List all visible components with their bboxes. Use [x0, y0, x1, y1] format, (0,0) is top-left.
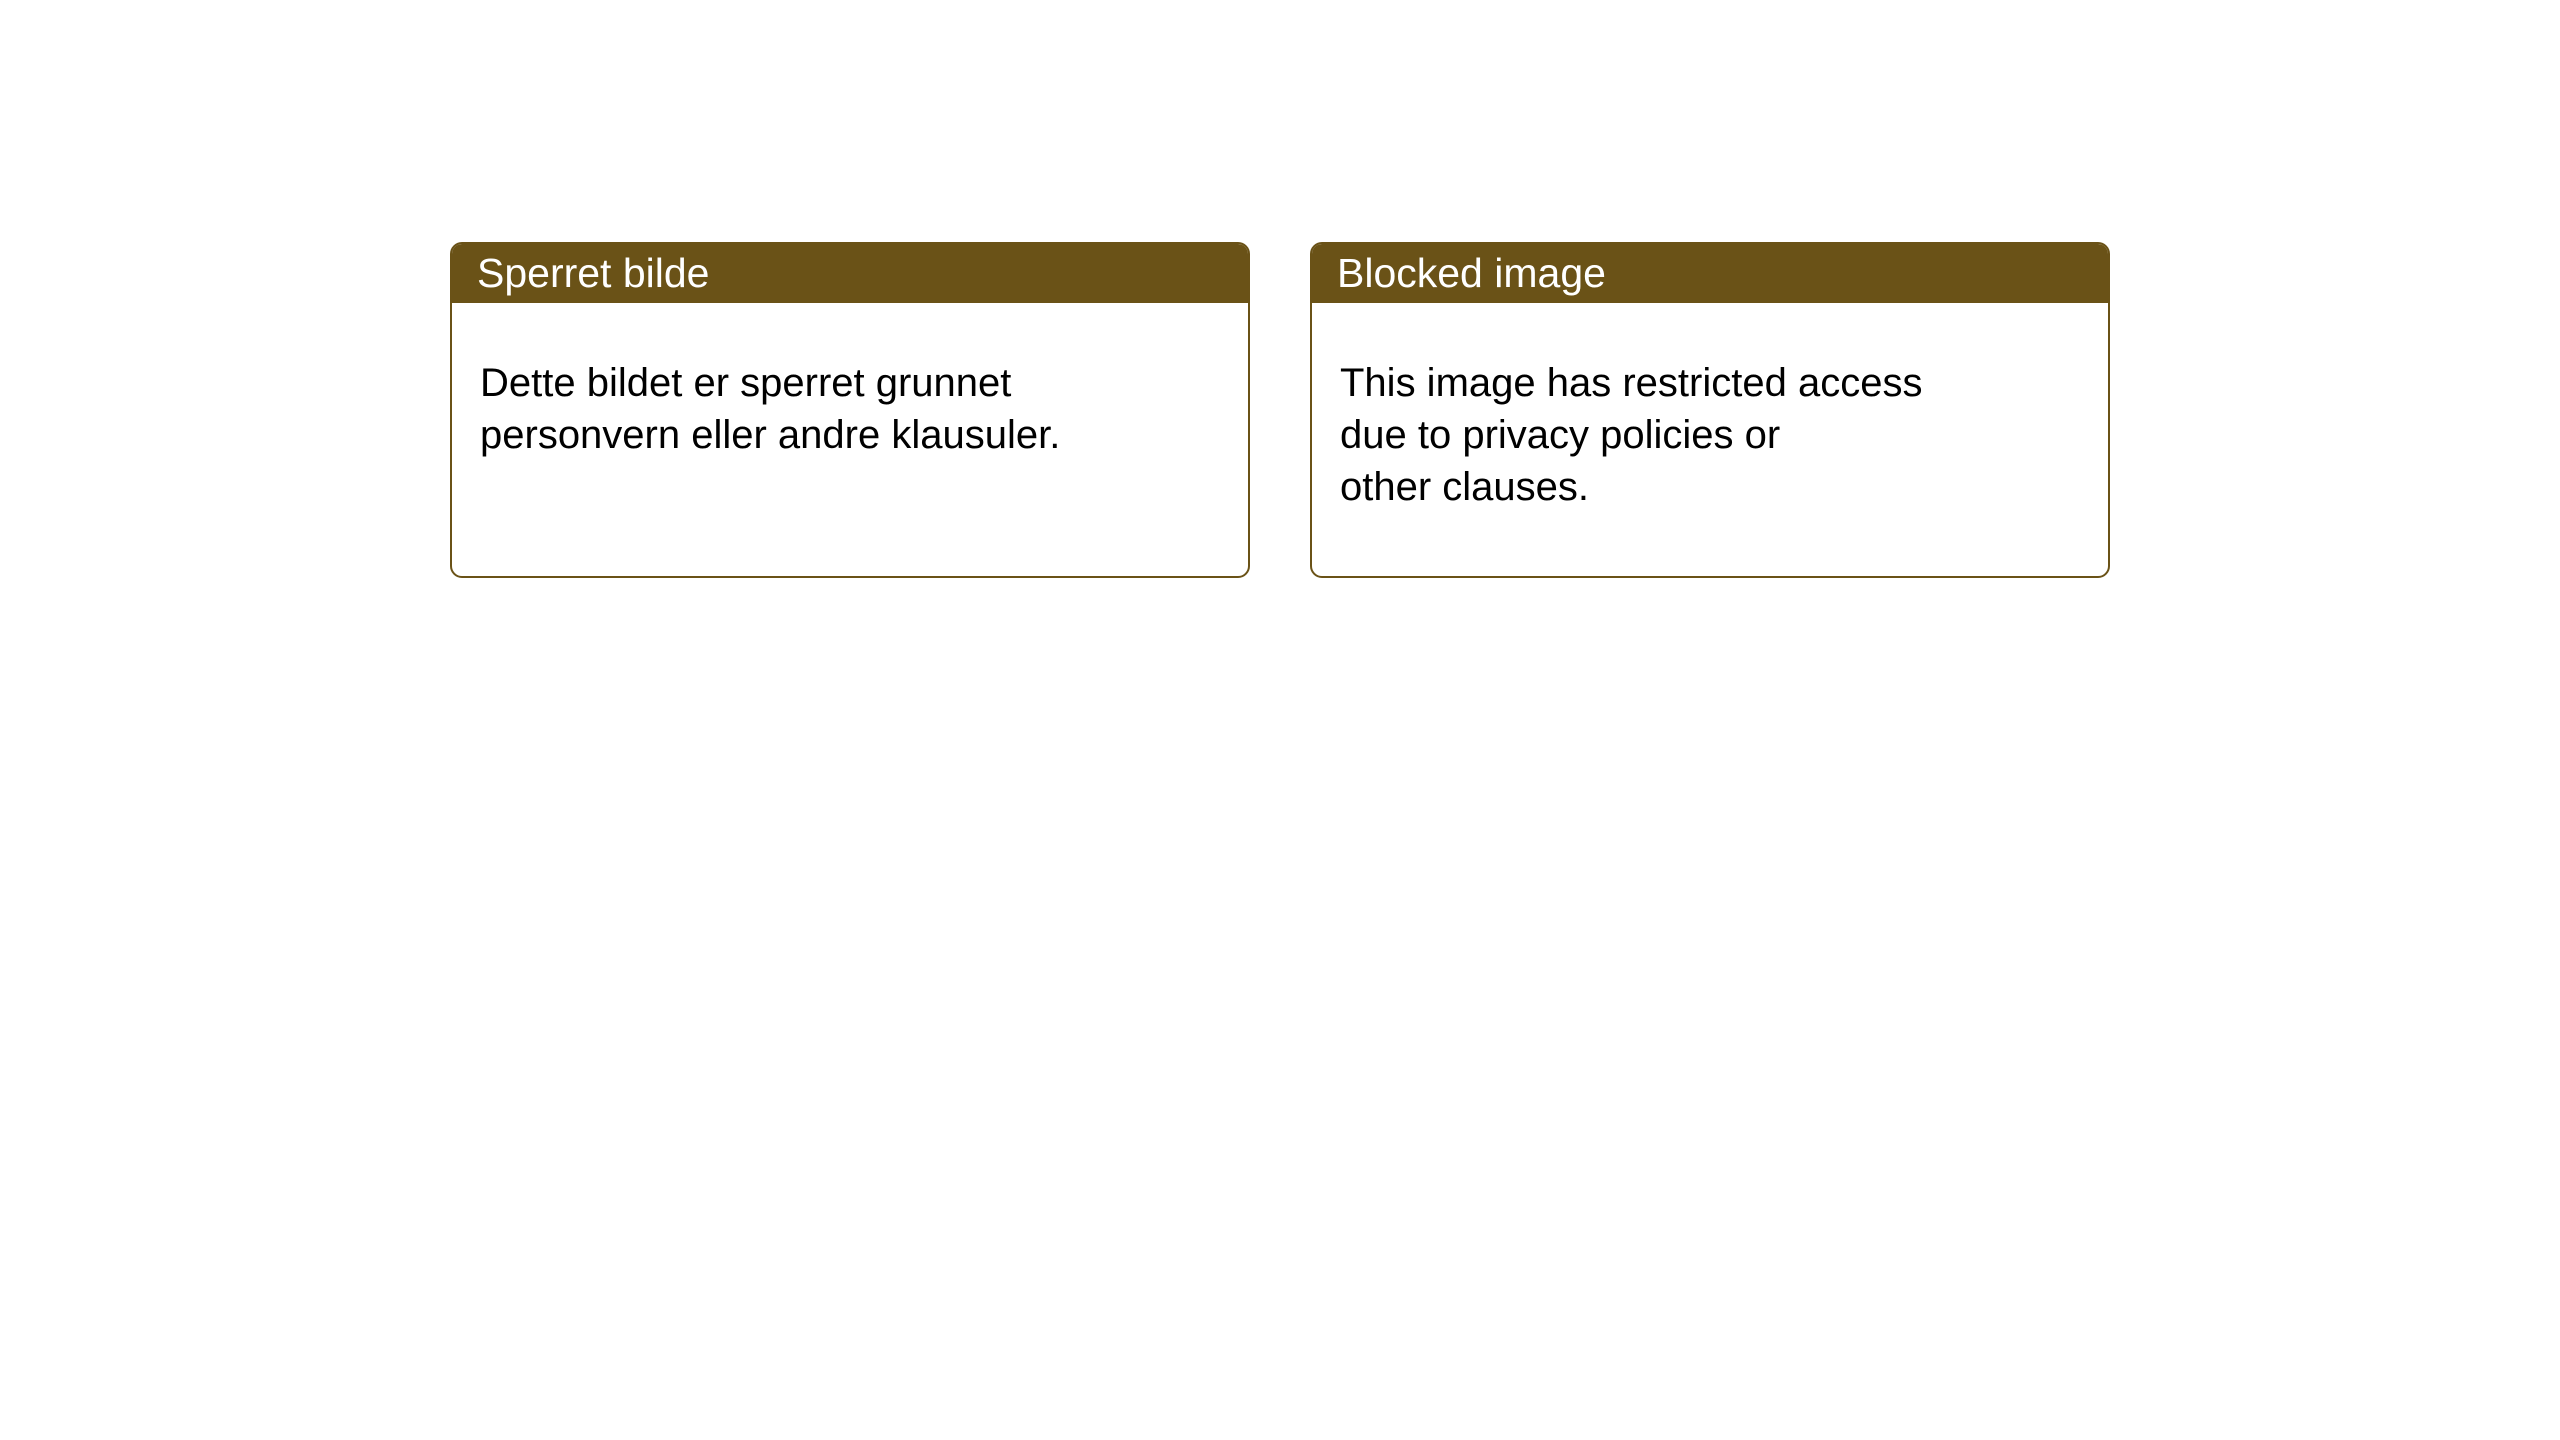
card-title: Blocked image [1337, 249, 1606, 296]
card-body [1312, 303, 2108, 513]
card-title: Sperret bilde [477, 249, 710, 296]
card-header [1311, 243, 2109, 303]
body-text-line: This image has restricted access [1340, 361, 1923, 405]
body-text-line: other clauses. [1340, 465, 1590, 509]
blocked-image-card-english [1310, 242, 2110, 578]
body-text-line: Dette bildet er sperret grunnet [480, 361, 1012, 405]
blocked-image-card-norwegian [450, 242, 1250, 578]
card-header [451, 243, 1249, 303]
card-body [452, 303, 1248, 461]
body-text-line: personvern eller andre klausuler. [480, 413, 1061, 457]
body-text-line: due to privacy policies or [1340, 413, 1781, 457]
